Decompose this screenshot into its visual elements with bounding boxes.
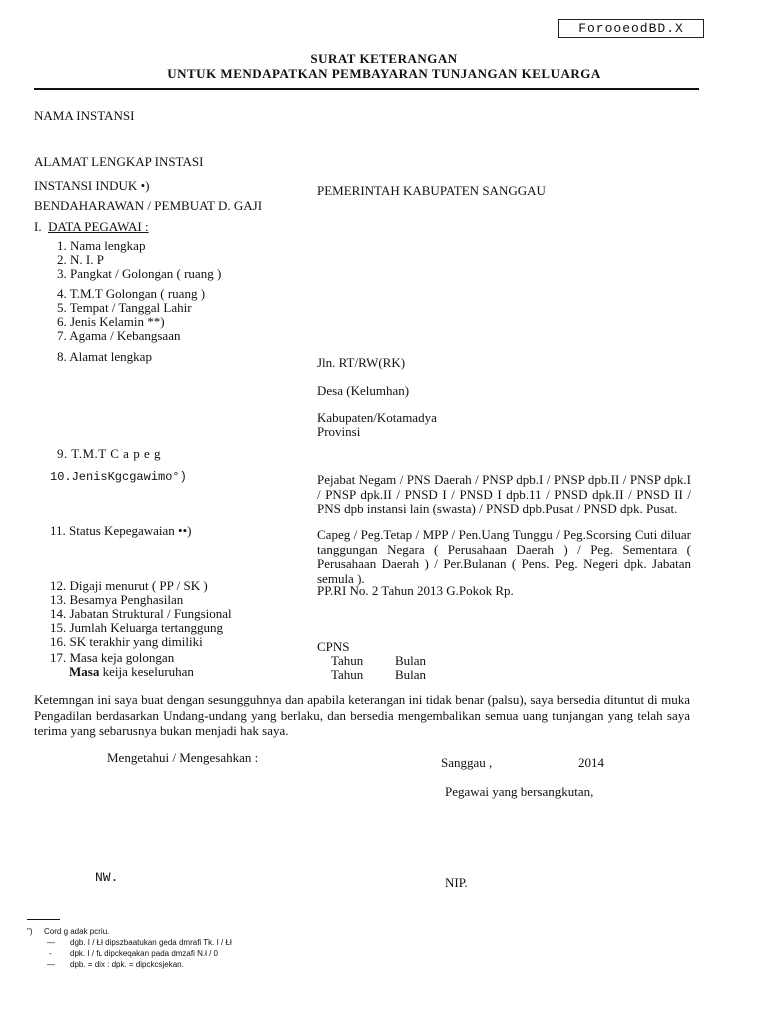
- bulan-2: Bulan: [395, 667, 427, 682]
- label-alamat-instasi: ALAMAT LENGKAP INSTASI: [34, 154, 204, 169]
- item-nip: 2. N. I. P: [57, 252, 104, 267]
- label-nama-instansi: NAMA INSTANSI: [34, 108, 135, 123]
- footnote-divider: [27, 919, 60, 920]
- document-title: SURAT KETERANGAN: [310, 51, 458, 66]
- masa-rest: keija keseluruhan: [99, 664, 194, 679]
- nw-label: NW.: [95, 870, 119, 885]
- item-tmt-capeg: 9. T.M.T C a p e g: [57, 446, 161, 461]
- footnote-2-mark: —: [47, 938, 55, 947]
- footnote-3: dpk. I / fւ dipckeqakan pada dmzafi N.ł / 0: [70, 949, 218, 958]
- bulan-1: Bulan: [395, 653, 427, 668]
- item-sk-terakhir: 16. SK terakhir yang dimiliki: [50, 634, 203, 649]
- footnote-4: dpb. = dix : dpk. = dipckcsjekan.: [70, 960, 184, 969]
- year-label: 2014: [578, 755, 604, 770]
- jenis-options: Pejabat Negam / PNS Daerah / PNSP dpb.I / PNSP dpb.II / PNSP dpk.I / PNSP dpk.II / PNSD I / PNSD I dpb.11 / PNSD dpk.II / PNSD II / PNS dpb instansi lain (swasta) / PNSD dpb.Pusat / PNSD dpk. Pusat.: [317, 472, 691, 516]
- form-code: ForooeodBD.X: [558, 19, 704, 38]
- item-status: 11. Status Kepegawaian ••): [50, 523, 192, 538]
- footnote-3-mark: -: [49, 949, 52, 958]
- section-number: I.: [34, 219, 42, 234]
- section-title: DATA PEGAWAI: [48, 219, 142, 234]
- footnote-1: Cord g adak pcriu.: [44, 927, 110, 936]
- address-provinsi: Provinsi: [317, 424, 361, 439]
- item-agama: 7. Agama / Kebangsaan: [57, 328, 181, 343]
- item-digaji: 12. Digaji menurut ( PP / SK ): [50, 578, 208, 593]
- footnote-1-mark: "): [27, 927, 33, 936]
- statement-paragraph: Ketemngan ini saya buat dengan sesungguhnya dan apabila keterangan ini tidak benar (palsu), saya bersedia dituntut di muka Pengadilan berdasarkan Undang-undang yang berlaku, dan bersedia mengembalikan semua uang tunjangan yang telah saya terima yang sebarusnya bukan menjadi hak saya.: [34, 692, 690, 738]
- tahun-1: Tahun: [331, 653, 364, 668]
- pp-line: PP.RI No. 2 Tahun 2013 G.Pokok Rp.: [317, 583, 514, 598]
- instansi-value: PEMERINTAH KABUPATEN SANGGAU: [317, 183, 546, 198]
- label-bendaharawan: BENDAHARAWAN / PEMBUAT D. GAJI: [34, 198, 263, 213]
- cpns-label: CPNS: [317, 639, 350, 654]
- item-tmt-golongan: 4. T.M.T Golongan ( ruang ): [57, 286, 206, 301]
- item-tempat-lahir: 5. Tempat / Tanggal Lahir: [57, 300, 192, 315]
- address-jln: Jln. RT/RW(RK): [317, 355, 406, 370]
- nip-signature-label: NIP.: [445, 875, 468, 890]
- item-pangkat: 3. Pangkat / Golongan ( ruang ): [57, 266, 222, 281]
- item-penghasilan: 13. Besamya Penghasilan: [50, 592, 184, 607]
- footnote-4-mark: —: [47, 960, 55, 969]
- footnote-2: dgb. I / Łł dipszbaatukan geda dmrafi Tk. I / Łł: [70, 938, 232, 947]
- pegawai-label: Pegawai yang bersangkutan,: [445, 784, 594, 799]
- item-jabatan: 14. Jabatan Struktural / Fungsional: [50, 606, 232, 621]
- section-colon: :: [144, 219, 149, 234]
- masa-bold: Masa: [69, 664, 100, 679]
- item-jenis-kelamin: 6. Jenis Kelamin **): [57, 314, 165, 329]
- place-label: Sanggau ,: [441, 755, 493, 770]
- item-nama-lengkap: 1. Nama lengkap: [57, 238, 146, 253]
- status-options: Capeg / Peg.Tetap / MPP / Pen.Uang Tunggu / Peg.Scorsing Cuti diluar tanggungan Negara ( Perusahaan Daerah ) / Peg. Sementara ( Perusahaan Daerah ) / Per.Bulanan ( Pens. Peg. Negeri dpk. Jabatan semula ).: [317, 527, 691, 586]
- item-masa-keseluruhan: [69, 665, 194, 679]
- mengetahui-label: Mengetahui / Mengesahkan :: [107, 750, 259, 765]
- item-jenis-kepegawaian: 10.JenisKgcgawimo°): [50, 470, 187, 484]
- section-heading: [34, 220, 149, 234]
- item-masa-golongan: 17. Masa keja golongan: [50, 650, 175, 665]
- document-subtitle: UNTUK MENDAPATKAN PEMBAYARAN TUNJANGAN KELUARGA: [167, 66, 601, 81]
- address-desa: Desa (Kelumhan): [317, 383, 410, 398]
- item-jumlah-keluarga: 15. Jumlah Keluarga tertanggung: [50, 620, 224, 635]
- item-alamat: 8. Alamat lengkap: [57, 349, 152, 364]
- address-kabupaten: Kabupaten/Kotamadya: [317, 410, 437, 425]
- label-instansi-induk: INSTANSI INDUK •): [34, 178, 150, 193]
- header-divider: [34, 88, 699, 90]
- tahun-2: Tahun: [331, 667, 364, 682]
